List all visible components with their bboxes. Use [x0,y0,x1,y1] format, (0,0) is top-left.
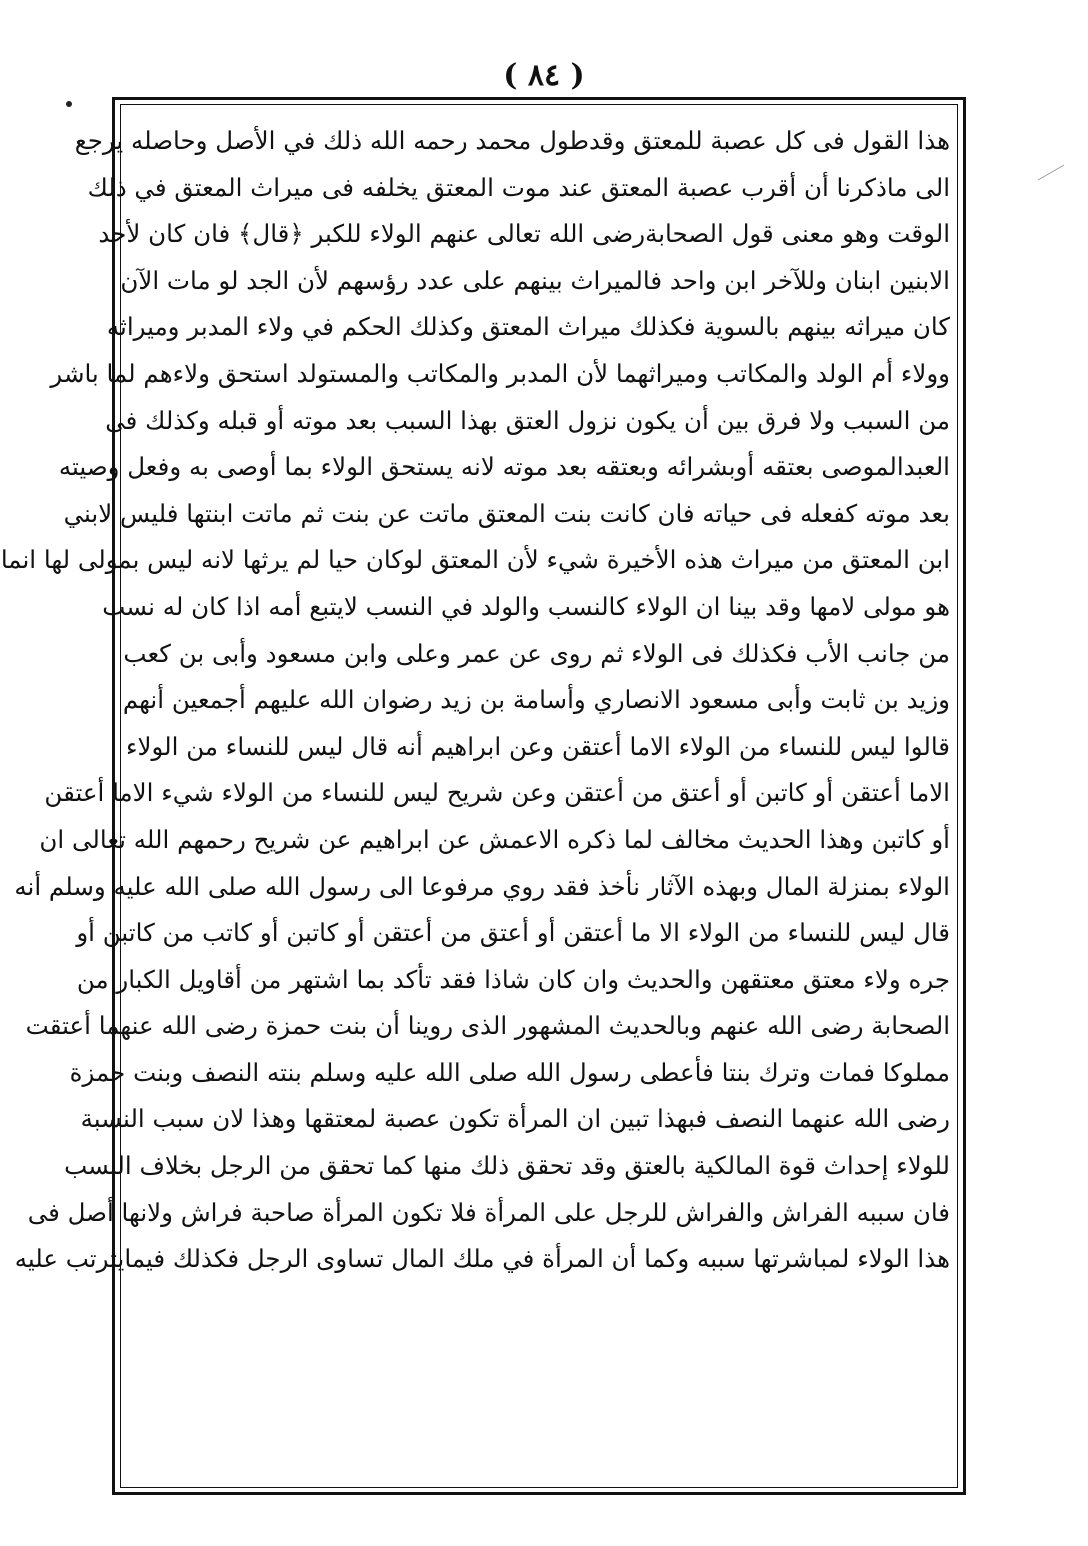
text-line: قالوا ليس للنساء من الولاء الاما أعتقن وعن ابراهيم أنه قال ليس للنساء من الولاء [126,731,950,761]
text-line: أو كاتبن وهذا الحديث مخالف لما ذكره الاعمش عن ابراهيم عن شريح رحمهم الله تعالى ان [39,824,950,854]
text-line: ابن المعتق من ميراث هذه الأخيرة شيء لأن المعتق لوكان حيا لم يرثها لانه ليس بمولى لها انما [0,545,950,575]
text-line: الى ماذكرنا أن أقرب عصبة المعتق عند موت المعتق يخلفه فى ميراث المعتق في ذلك [87,172,950,202]
text-line: جره ولاء معتق معتقهن والحديث وان كان شاذا فقد تأكد بما اشتهر من أقاويل الكبار من [76,964,950,994]
text-line: العبدالموصى بعتقه أوبشرائه وبعتقه بعد موته لانه يستحق الولاء بما أوصى به وفعل وصيته [58,452,950,482]
scan-speck [66,101,72,107]
text-line: للولاء إحداث قوة المالكية بالعتق وقد تحقق ذلك منها كما تحقق من الرجل بخلاف النسب [64,1151,950,1181]
text-line: هذا الولاء لمباشرتها سببه وكما أن المرأة في ملك المال تساوى الرجل فكذلك فيمايترتب عليه [14,1244,950,1274]
scan-mark [1038,165,1064,181]
page-number: ( ٨٤ ) [503,58,585,93]
text-line: قال ليس للنساء من الولاء الا ما أعتقن أو أعتق من أعتقن أو كاتبن أو كاتب من كاتبن أو [76,918,950,948]
text-line: الصحابة رضى الله عنهم وبالحديث المشهور الذى روينا أن بنت حمزة رضى الله عنهما أعتقت [25,1011,950,1041]
text-line: هذا القول فى كل عصبة للمعتق وقدطول محمد رحمه الله ذلك في الأصل وحاصله يرجع [74,126,950,155]
text-line: وولاء أم الولد والمكاتب وميراثهما لأن المدبر والمكاتب والمستولد استحق ولاءهم لما باشر [50,358,950,388]
text-line: الاما أعتقن أو كاتبن أو أعتق من أعتقن وعن شريح ليس للنساء من الولاء شيء الاما أعتقن [44,778,950,808]
text-line: من السبب ولا فرق بين أن يكون نزول العتق بهذا السبب بعد موته أو قبله وكذلك فى [105,405,950,435]
text-line: الابنين ابنان وللآخر ابن واحد فالميراث بينهم على عدد رؤسهم لأن الجد لو مات الآن [120,265,950,295]
text-line: فان سببه الفراش والفراش للرجل على المرأة فلا تكون المرأة صاحبة فراش ولانها أصل فى [27,1197,950,1227]
text-line: وزيد بن ثابت وأبى مسعود الانصاري وأسامة بن زيد رضوان الله عليهم أجمعين أنهم [122,685,950,715]
text-line: مملوكا فمات وترك بنتا فأعطى رسول الله صلى الله عليه وسلم بنته النصف وبنت حمزة [69,1057,950,1087]
text-line: من جانب الأب فكذلك فى الولاء ثم روى عن عمر وعلى وابن مسعود وأبى بن كعب [123,638,950,668]
text-line: بعد موته كفعله فى حياته فان كانت بنت المعتق ماتت عن بنت ثم ماتت ابنتها فليس لابني [63,498,950,528]
text-line: هو مولى لامها وقد بينا ان الولاء كالنسب والولد في النسب لايتبع أمه اذا كان له نسب [102,591,950,621]
text-body [0,118,950,1283]
text-line: الولاء بمنزلة المال وبهذه الآثار نأخذ فقد روي مرفوعا الى رسول الله صلى الله عليه وسلم أنه [14,871,950,901]
text-line: كان ميراثه بينهم بالسوية فكذلك ميراث المعتق وكذلك الحكم في ولاء المدبر وميراثه [106,312,950,342]
text-line: رضى الله عنهما النصف فبهذا تبين ان المرأة تكون عصبة لمعتقها وهذا لان سبب النسبة [80,1104,950,1134]
text-line: الوقت وهو معنى قول الصحابةرضى الله تعالى عنهم الولاء للكبر ﴿قال﴾ فان كان لأحد [98,219,950,249]
